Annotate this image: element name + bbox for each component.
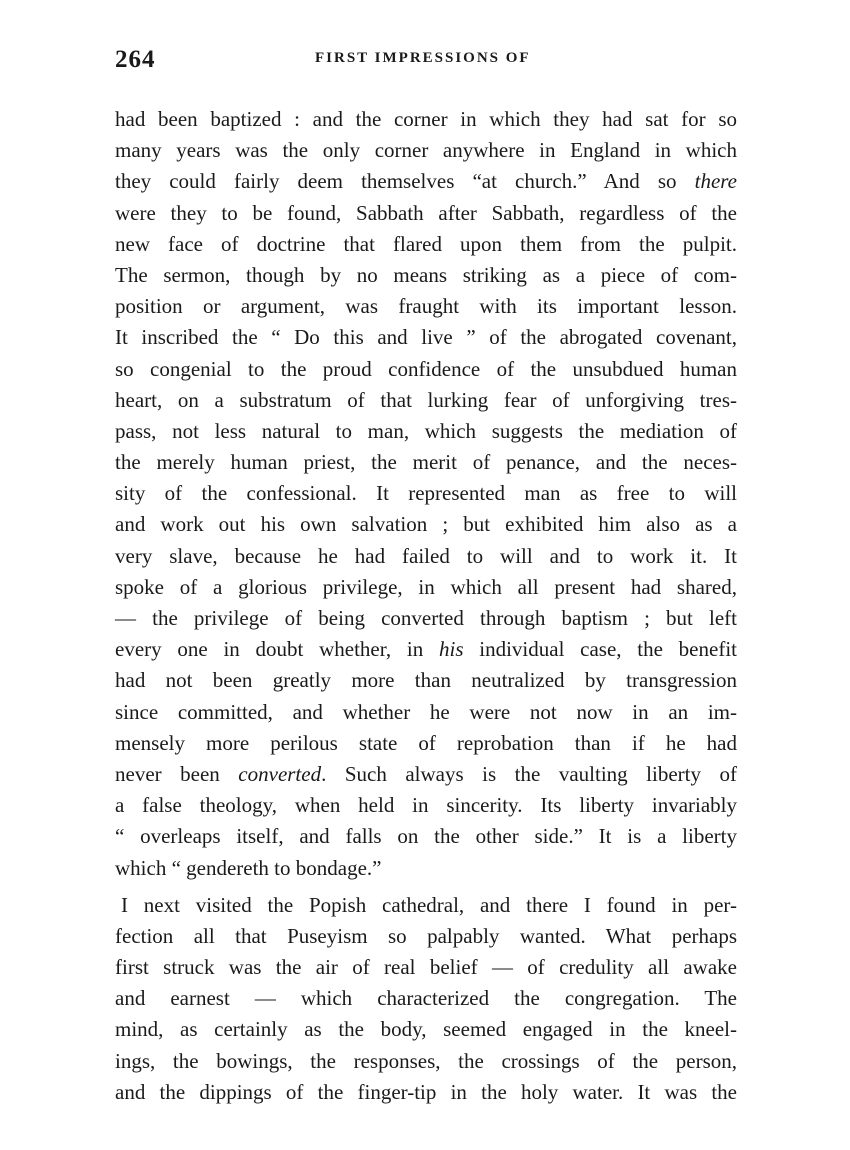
running-title: FIRST IMPRESSIONS OF bbox=[315, 50, 531, 66]
running-head bbox=[115, 42, 737, 82]
text-line: they could fairly deem themselves “at church.” And so there bbox=[115, 169, 737, 194]
text-line: pass, not less natural to man, which suggests the mediation of bbox=[115, 418, 737, 443]
text-line: had not been greatly more than neutralized by transgression bbox=[115, 668, 737, 693]
text-line: a false theology, when held in sincerity. Its liberty invariably bbox=[115, 793, 737, 818]
text-line: fection all that Puseyism so palpably wanted. What perhaps bbox=[115, 923, 737, 948]
text-line: sity of the confessional. It represented man as free to will bbox=[115, 481, 737, 506]
text-line: had been baptized : and the corner in which they had sat for so bbox=[115, 107, 737, 131]
text-line: new face of doctrine that flared upon them from the pulpit. bbox=[115, 231, 737, 256]
text-line: every one in doubt whether, in his individual case, the benefit bbox=[115, 637, 737, 662]
text-line: and the dippings of the finger-tip in the holy water. It was the bbox=[115, 1079, 737, 1104]
text-line: which “ gendereth to bondage.” bbox=[115, 855, 382, 880]
text-line: many years was the only corner anywhere in England in which bbox=[115, 138, 737, 163]
text-line: “ overleaps itself, and falls on the other side.” It is a liberty bbox=[115, 824, 737, 849]
text-line: heart, on a substratum of that lurking fear of unforgiving tres- bbox=[115, 387, 737, 412]
paragraph-2 bbox=[115, 890, 737, 1108]
text-line: and work out his own salvation ; but exhibited him also as a bbox=[115, 512, 737, 537]
text-line: It inscribed the “ Do this and live ” of the abrogated covenant, bbox=[115, 325, 737, 350]
page-number: 264 bbox=[115, 46, 156, 73]
text-line: never been converted. Such always is the vaulting liberty of bbox=[115, 761, 737, 786]
text-line: The sermon, though by no means striking as a piece of com- bbox=[115, 262, 737, 287]
text-line: and earnest — which characterized the congregation. The bbox=[115, 986, 737, 1011]
text-line: were they to be found, Sabbath after Sabbath, regardless of the bbox=[115, 200, 737, 225]
text-line: very slave, because he had failed to will and to work it. It bbox=[115, 543, 737, 568]
text-line: I next visited the Popish cathedral, and there I found in per- bbox=[121, 892, 737, 917]
text-line: ings, the bowings, the responses, the crossings of the person, bbox=[115, 1048, 737, 1073]
text-line: — the privilege of being converted through baptism ; but left bbox=[115, 606, 737, 630]
text-line: position or argument, was fraught with its important lesson. bbox=[115, 294, 737, 319]
text-line: mensely more perilous state of reprobation than if he had bbox=[115, 730, 737, 755]
paragraph-1 bbox=[115, 104, 737, 884]
text-line: first struck was the air of real belief — of credulity all awake bbox=[115, 955, 737, 980]
text-line: the merely human priest, the merit of penance, and the neces- bbox=[115, 450, 737, 475]
text-line: so congenial to the proud confidence of the unsubdued human bbox=[115, 356, 737, 381]
text-line: since committed, and whether he were not now in an im- bbox=[115, 699, 737, 724]
body-text bbox=[115, 104, 737, 1108]
text-line: mind, as certainly as the body, seemed engaged in the kneel- bbox=[115, 1017, 737, 1042]
text-line: spoke of a glorious privilege, in which all present had shared, bbox=[115, 574, 737, 599]
